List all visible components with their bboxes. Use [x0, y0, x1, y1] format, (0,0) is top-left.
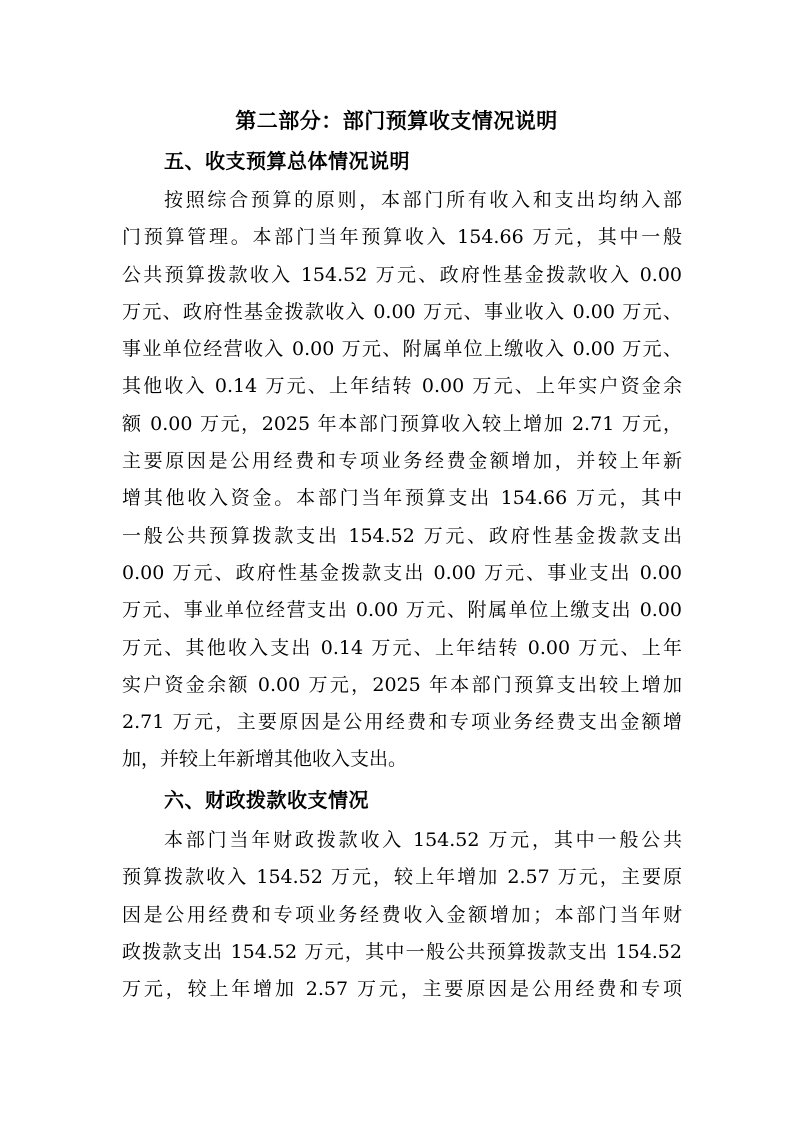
paragraph-line: 门预算管理。本部门当年预算收入 154.66 万元，其中一般 [122, 226, 682, 249]
paragraph-line: 预算拨款收入 154.52 万元，较上年增加 2.57 万元，主要原 [122, 866, 682, 889]
section-heading-fiscal-appropriation: 六、财政拨款收支情况 [164, 788, 369, 812]
section-paragraph-budget-overview [122, 182, 682, 779]
paragraph-line: 2.71 万元，主要原因是公用经费和专项业务经费支出金额增 [122, 711, 682, 734]
paragraph-line: 加，并较上年新增其他收入支出。 [122, 748, 408, 771]
paragraph-line: 额 0.00 万元，2025 年本部门预算收入较上增加 2.71 万元， [122, 412, 682, 435]
paragraph-line: 增其他收入资金。本部门当年预算支出 154.66 万元，其中 [122, 487, 682, 510]
paragraph-line: 万元，较上年增加 2.57 万元，主要原因是公用经费和专项 [122, 978, 682, 1001]
paragraph-line: 本部门当年财政拨款收入 154.52 万元，其中一般公共 [164, 829, 682, 851]
paragraph-line: 万元、其他收入支出 0.14 万元、上年结转 0.00 万元、上年 [122, 636, 682, 659]
paragraph-line: 政拨款支出 154.52 万元，其中一般公共预算拨款支出 154.52 [122, 940, 682, 963]
section-heading-budget-overview: 五、收支预算总体情况说明 [164, 149, 410, 173]
paragraph-line: 实户资金余额 0.00 万元，2025 年本部门预算支出较上增加 [122, 673, 682, 696]
paragraph-line: 一般公共预算拨款支出 154.52 万元、政府性基金拨款支出 [122, 524, 682, 547]
paragraph-line: 万元、政府性基金拨款收入 0.00 万元、事业收入 0.00 万元、 [122, 300, 682, 323]
paragraph-line: 公共预算拨款收入 154.52 万元、政府性基金拨款收入 0.00 [122, 263, 682, 286]
paragraph-line: 按照综合预算的原则，本部门所有收入和支出均纳入部 [164, 189, 682, 211]
paragraph-line: 主要原因是公用经费和专项业务经费金额增加，并较上年新 [122, 450, 682, 473]
paragraph-line: 0.00 万元、政府性基金拨款支出 0.00 万元、事业支出 0.00 [122, 561, 682, 584]
paragraph-line: 其他收入 0.14 万元、上年结转 0.00 万元、上年实户资金余 [122, 375, 682, 398]
section-paragraph-fiscal-appropriation [122, 822, 682, 1008]
paragraph-line: 事业单位经营收入 0.00 万元、附属单位上缴收入 0.00 万元、 [122, 338, 682, 361]
paragraph-line: 万元、事业单位经营支出 0.00 万元、附属单位上缴支出 0.00 [122, 599, 682, 622]
page-title: 第二部分：部门预算收支情况说明 [235, 109, 558, 133]
paragraph-line: 因是公用经费和专项业务经费收入金额增加；本部门当年财 [122, 903, 682, 926]
